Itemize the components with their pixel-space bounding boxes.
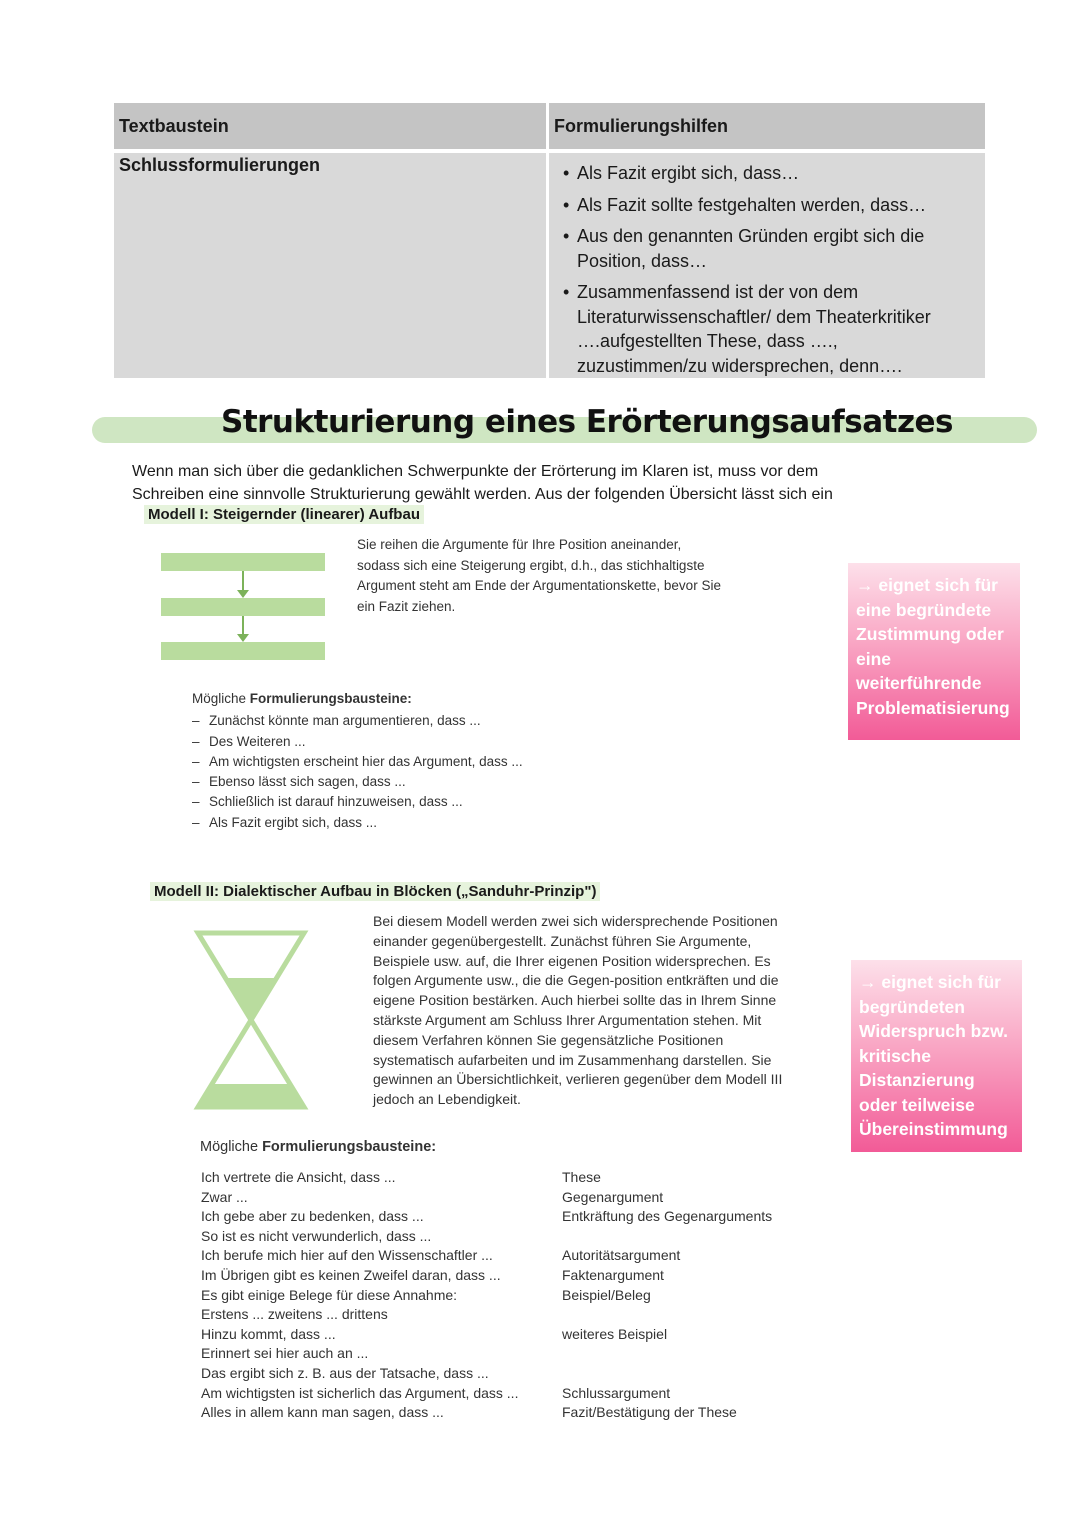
hourglass-top-sand bbox=[227, 978, 275, 1020]
model1-title: Modell I: Steigernder (linearer) Aufbau bbox=[144, 505, 424, 524]
list-item: Beispiel/Beleg bbox=[562, 1286, 651, 1303]
list-item: Im Übrigen gibt es keinen Zweifel daran, dass ... bbox=[201, 1266, 501, 1283]
arrow-down-icon bbox=[237, 590, 249, 598]
phrases-label-bold: Formulierungsbausteine: bbox=[262, 1139, 437, 1155]
list-item: Ich gebe aber zu bedenken, dass ... bbox=[201, 1208, 424, 1225]
list-item: – Am wichtigsten erscheint hier das Argument, dass ... bbox=[192, 752, 523, 772]
model1-description: Sie reihen die Argumente für Ihre Position aneinander, sodass sich eine Steigerung ergibt, d.h., das stichhaltigste Argument steht am Ende der Argumentationskette, bevor Sie ein Fazit ziehen. bbox=[357, 537, 721, 614]
list-item: – Des Weiteren ... bbox=[192, 732, 523, 752]
list-item: Hinzu kommt, dass ... bbox=[201, 1325, 336, 1342]
list-item: These bbox=[562, 1169, 601, 1185]
list-item bbox=[562, 1305, 772, 1325]
table-cell-items bbox=[549, 153, 985, 378]
list-item: Entkräftung des Gegenarguments bbox=[562, 1208, 773, 1225]
list-item: Ich vertrete die Ansicht, dass ... bbox=[201, 1169, 396, 1185]
hourglass-icon bbox=[190, 926, 312, 1114]
model1-callout: → eignet sich für eine begründete Zustimmung oder eine weiterführende Problematisierung bbox=[848, 563, 1020, 740]
arrow-line bbox=[242, 616, 244, 636]
list-item: • Aus den genannten Gründen ergibt sich die Position, dass… bbox=[565, 224, 969, 273]
model2-phrases-left bbox=[201, 1168, 518, 1423]
linear-step-1 bbox=[161, 553, 325, 571]
list-item bbox=[562, 1227, 772, 1247]
page-title: Strukturierung eines Erörterungsaufsatzes bbox=[221, 404, 953, 440]
list-item: Faktenargument bbox=[562, 1266, 664, 1283]
intro-text: Wenn man sich über die gedanklichen Schwerpunkte der Erörterung im Klaren ist, muss vor dem Schreiben eine sinnvolle Strukturierung gewählt werden. Aus der folgenden Übersicht lässt sich ein bbox=[132, 463, 833, 503]
table-header-formulierungshilfen: Formulierungshilfen bbox=[549, 103, 985, 149]
arrow-line bbox=[242, 571, 244, 591]
model2-description: Bei diesem Modell werden zwei sich widersprechende Positionen einander gegenübergestellt. Zunächst führen Sie Argumente, Beispiele usw. auf, die Ihrer eigenen Position widersprechen. Es folgen Argumente usw., die die Gegen-position entkräften und die eigene Position bestärken. Auch hierbei sollte das in Ihrem Sinne stärkste Argument am Schluss Ihrer Argumentation stehen. Mit diesem Verfahren können Sie gegensätzliche Positionen systematisch aufarbeiten und im Zusammenhang darstellen. Sie gewinnen an Übersichtlichkeit, verlieren gegenüber dem Modell III jedoch an Lebendigkeit. bbox=[373, 913, 783, 1108]
model2-phrases-label bbox=[200, 1139, 436, 1155]
list-item: Erstens ... zweitens ... drittens bbox=[201, 1306, 388, 1323]
list-item: – Als Fazit ergibt sich, dass ... bbox=[192, 813, 523, 833]
list-item: weiteres Beispiel bbox=[562, 1325, 668, 1342]
list-item: Autoritätsargument bbox=[562, 1247, 681, 1264]
list-item: Am wichtigsten ist sicherlich das Argument, dass ... bbox=[201, 1384, 519, 1401]
list-item bbox=[562, 1364, 772, 1384]
list-item: • Als Fazit ergibt sich, dass… bbox=[565, 161, 969, 186]
model1-phrases bbox=[192, 689, 523, 833]
list-item: • Als Fazit sollte festgehalten werden, dass… bbox=[565, 193, 969, 218]
list-item: So ist es nicht verwunderlich, dass ... bbox=[201, 1227, 432, 1244]
list-item: Erinnert sei hier auch an ... bbox=[201, 1345, 369, 1362]
list-item: Schlussargument bbox=[562, 1384, 671, 1401]
phrases-label-prefix: Mögliche bbox=[200, 1139, 263, 1155]
list-item: • Zusammenfassend ist der von dem Literaturwissenschaftler/ dem Theaterkritiker ….aufgestellten These, dass …., zuzustimmen/zu widersprechen, denn…. bbox=[565, 280, 969, 378]
list-item: Gegenargument bbox=[562, 1188, 664, 1205]
model2-title: Modell II: Dialektischer Aufbau in Blöcken („Sanduhr-Prinzip") bbox=[150, 882, 600, 901]
linear-step-2 bbox=[161, 598, 325, 616]
list-item: Fazit/Bestätigung der These bbox=[562, 1404, 737, 1421]
list-item: Es gibt einige Belege für diese Annahme: bbox=[201, 1286, 458, 1303]
phrases-label-bold: Formulierungsbausteine: bbox=[249, 691, 412, 706]
phrases-label bbox=[192, 689, 523, 709]
list-item: – Schließlich ist darauf hinzuweisen, dass ... bbox=[192, 792, 523, 812]
hourglass-bottom-sand bbox=[198, 1084, 304, 1107]
list-item: – Zunächst könnte man argumentieren, dass ... bbox=[192, 711, 523, 731]
arrow-down-icon bbox=[237, 634, 249, 642]
list-item: Zwar ... bbox=[201, 1188, 248, 1205]
model2-callout: → eignet sich für begründeten Widerspruch bzw. kritische Distanzierung oder teilweise Übereinstimmung bbox=[851, 960, 1022, 1152]
list-item: Ich berufe mich hier auf den Wissenschaftler ... bbox=[201, 1247, 493, 1264]
model2-phrases-right bbox=[562, 1168, 772, 1423]
table-row-label: Schlussformulierungen bbox=[114, 153, 546, 378]
table-header-textbaustein: Textbaustein bbox=[114, 103, 546, 149]
list-item bbox=[562, 1344, 772, 1364]
list-item: Alles in allem kann man sagen, dass ... bbox=[201, 1404, 444, 1421]
list-item: Das ergibt sich z. B. aus der Tatsache, dass ... bbox=[201, 1364, 489, 1381]
list-item: – Ebenso lässt sich sagen, dass ... bbox=[192, 772, 523, 792]
phrases-label-prefix: Mögliche bbox=[192, 691, 250, 706]
linear-step-3 bbox=[161, 642, 325, 660]
